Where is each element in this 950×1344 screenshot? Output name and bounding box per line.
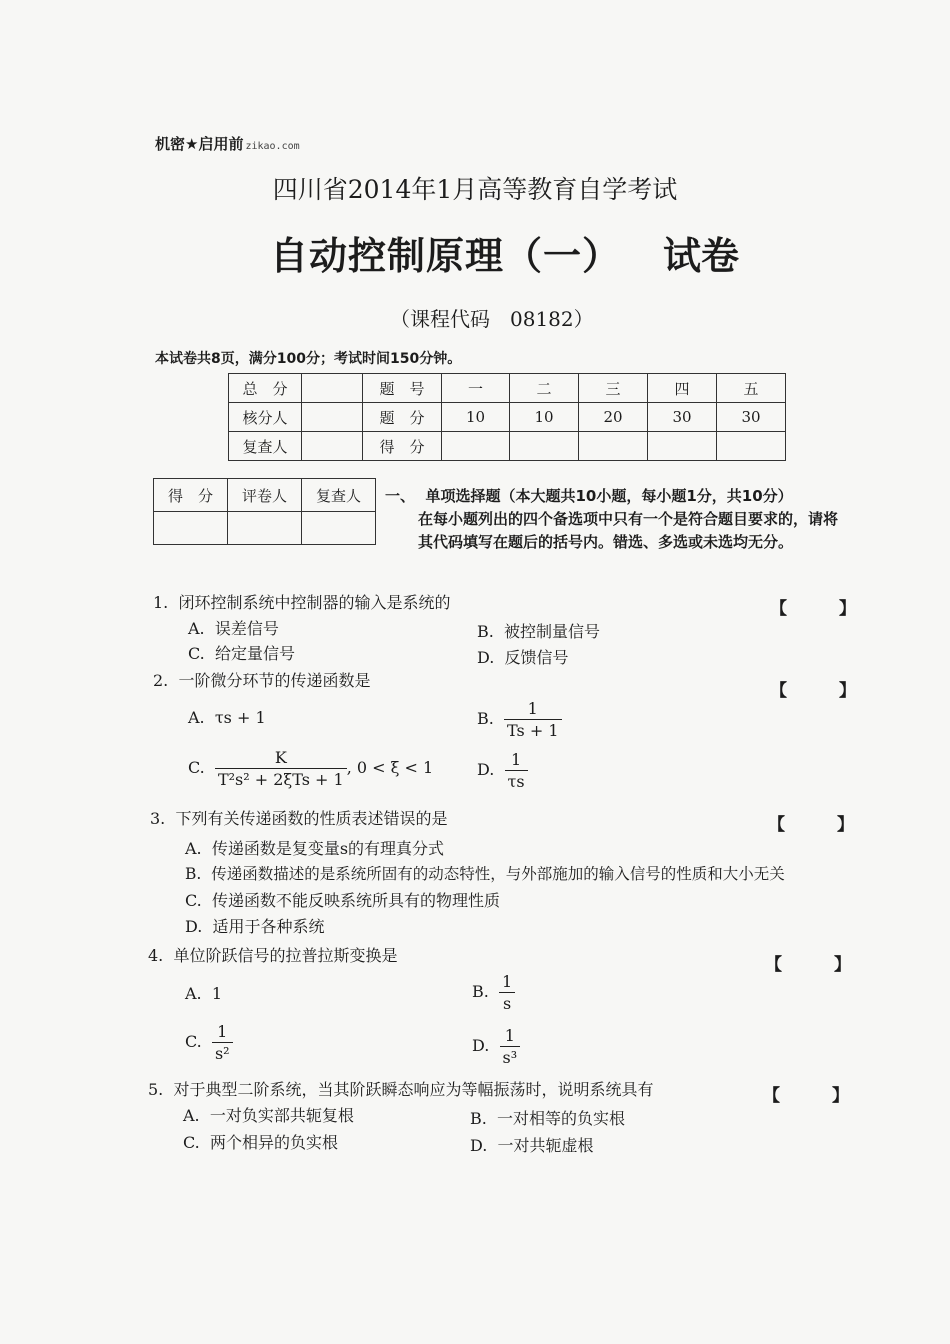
obtained-cell bbox=[510, 432, 579, 461]
option-c: C. 给定量信号 bbox=[188, 644, 295, 663]
section-heading bbox=[385, 485, 793, 508]
section-score: 30 bbox=[717, 403, 786, 432]
option-c: C. $\frac{K}{\text{T²s² + 2ξTs + 1}}$ , 0 < ξ < 1 bbox=[188, 748, 434, 789]
question-2: 2. 一阶微分环节的传递函数是 bbox=[153, 671, 371, 690]
question-text: 闭环控制系统中控制器的输入是系统的 bbox=[178, 593, 451, 612]
question-3: 3. 下列有关传递函数的性质表述错误的是 bbox=[150, 809, 448, 828]
section-header: 二 bbox=[510, 374, 579, 403]
option-c: C. 两个相异的负实根 bbox=[183, 1133, 338, 1152]
answer-bracket: 【 】 bbox=[765, 955, 851, 975]
option-d: D. $\frac{1}{\tau s}$ bbox=[477, 750, 528, 791]
exam-instructions: 本试卷共8页，满分100分；考试时间150分钟。 bbox=[155, 351, 462, 367]
answer-bracket: 【 】 bbox=[768, 815, 854, 835]
answer-bracket: 【 】 bbox=[770, 681, 856, 701]
question-text: 下列有关传递函数的性质表述错误的是 bbox=[175, 809, 448, 828]
option-d: D. 反馈信号 bbox=[477, 648, 569, 667]
fraction: $\frac{K}{\text{T²s² + 2ξTs + 1}}$ bbox=[215, 748, 347, 789]
grader-header: 得 分 bbox=[154, 479, 228, 512]
paper-title-suffix: 试卷 bbox=[663, 234, 740, 278]
table-row bbox=[154, 512, 376, 545]
option-a: A. 一对负实部共轭复根 bbox=[183, 1106, 354, 1125]
obtained-label: 得 分 bbox=[363, 432, 442, 461]
exam-title: 四川省2014年1月高等教育自学考试 bbox=[272, 175, 678, 204]
total-label: 总 分 bbox=[229, 374, 302, 403]
table-row bbox=[229, 374, 786, 403]
rechecker-value-cell bbox=[302, 432, 363, 461]
question-text: 对于典型二阶系统，当其阶跃瞬态响应为等幅振荡时，说明系统具有 bbox=[173, 1080, 654, 1099]
question-text: 单位阶跃信号的拉普拉斯变换是 bbox=[173, 946, 398, 965]
option-d: D. 适用于各种系统 bbox=[185, 917, 325, 936]
question-score-label: 题 分 bbox=[363, 403, 442, 432]
section-score: 30 bbox=[648, 403, 717, 432]
option-c: C. $\frac{1}{\text{s²}}$ bbox=[185, 1022, 233, 1063]
fraction: $\frac{1}{\tau s}$ bbox=[505, 750, 528, 791]
course-code: （课程代码 08182） bbox=[390, 307, 594, 331]
answer-bracket: 【 】 bbox=[763, 1086, 849, 1106]
grader-header: 评卷人 bbox=[228, 479, 302, 512]
table-row bbox=[229, 432, 786, 461]
option-b: B. 传递函数描述的是系统所固有的动态特性，与外部施加的输入信号的性质和大小无关 bbox=[185, 865, 785, 883]
section-header: 五 bbox=[717, 374, 786, 403]
section-title: 单项选择题（本大题共10小题，每小题1分，共10分） bbox=[425, 487, 793, 505]
section-number: 一、 bbox=[385, 487, 416, 505]
section-score: 10 bbox=[510, 403, 579, 432]
option-a: A. 1 bbox=[185, 984, 222, 1003]
option-d: D. 一对共轭虚根 bbox=[470, 1136, 594, 1155]
obtained-cell bbox=[579, 432, 648, 461]
fraction: $\frac{1}{\text{s²}}$ bbox=[212, 1022, 233, 1063]
obtained-cell bbox=[442, 432, 510, 461]
fraction: $\frac{1}{Ts + 1}$ bbox=[504, 699, 561, 740]
grader-cell bbox=[228, 512, 302, 545]
answer-bracket: 【 】 bbox=[770, 599, 856, 619]
option-b: B. 一对相等的负实根 bbox=[470, 1109, 626, 1128]
grader-header: 复查人 bbox=[302, 479, 376, 512]
obtained-cell bbox=[648, 432, 717, 461]
section-score: 20 bbox=[579, 403, 648, 432]
grader-table bbox=[153, 478, 376, 545]
question-text: 一阶微分环节的传递函数是 bbox=[178, 671, 371, 690]
question-1: 1. 闭环控制系统中控制器的输入是系统的 bbox=[153, 593, 451, 612]
question-no-label: 题 号 bbox=[363, 374, 442, 403]
section-header: 三 bbox=[579, 374, 648, 403]
checker-label: 核分人 bbox=[229, 403, 302, 432]
option-d: D. $\frac{1}{\text{s³}}$ bbox=[472, 1026, 520, 1067]
option-b: B. $\frac{1}{s}$ bbox=[472, 972, 515, 1013]
option-a: A. 传递函数是复变量s的有理真分式 bbox=[185, 839, 445, 858]
option-b: B. 被控制量信号 bbox=[477, 622, 601, 641]
grader-cell bbox=[154, 512, 228, 545]
table-row bbox=[229, 403, 786, 432]
section-header: 一 bbox=[442, 374, 510, 403]
total-value-cell bbox=[302, 374, 363, 403]
rechecker-label: 复查人 bbox=[229, 432, 302, 461]
fraction: $\frac{1}{\text{s³}}$ bbox=[500, 1026, 521, 1067]
section-header: 四 bbox=[648, 374, 717, 403]
option-b: B. $\frac{1}{Ts + 1}$ bbox=[477, 699, 562, 740]
grader-cell bbox=[302, 512, 376, 545]
checker-value-cell bbox=[302, 403, 363, 432]
question-4: 4. 单位阶跃信号的拉普拉斯变换是 bbox=[148, 946, 398, 965]
option-a: A. τs + 1 bbox=[188, 708, 266, 727]
question-5: 5. 对于典型二阶系统，当其阶跃瞬态响应为等幅振荡时，说明系统具有 bbox=[148, 1080, 654, 1099]
confidential-label: 机密★启用前 zikao.com bbox=[155, 135, 300, 153]
option-a: A. 误差信号 bbox=[188, 619, 279, 638]
section-instructions: 在每小题列出的四个备选项中只有一个是符合题目要求的，请将其代码填写在题后的括号内。错选、多选或未选均无分。 bbox=[418, 510, 839, 551]
obtained-cell bbox=[717, 432, 786, 461]
score-summary-table bbox=[228, 373, 786, 461]
table-row bbox=[154, 479, 376, 512]
option-c: C. 传递函数不能反映系统所具有的物理性质 bbox=[185, 891, 500, 910]
paper-title: 自动控制原理（一） bbox=[270, 234, 622, 278]
fraction: $\frac{1}{s}$ bbox=[499, 972, 515, 1013]
watermark: zikao.com bbox=[245, 141, 300, 152]
section-score: 10 bbox=[442, 403, 510, 432]
